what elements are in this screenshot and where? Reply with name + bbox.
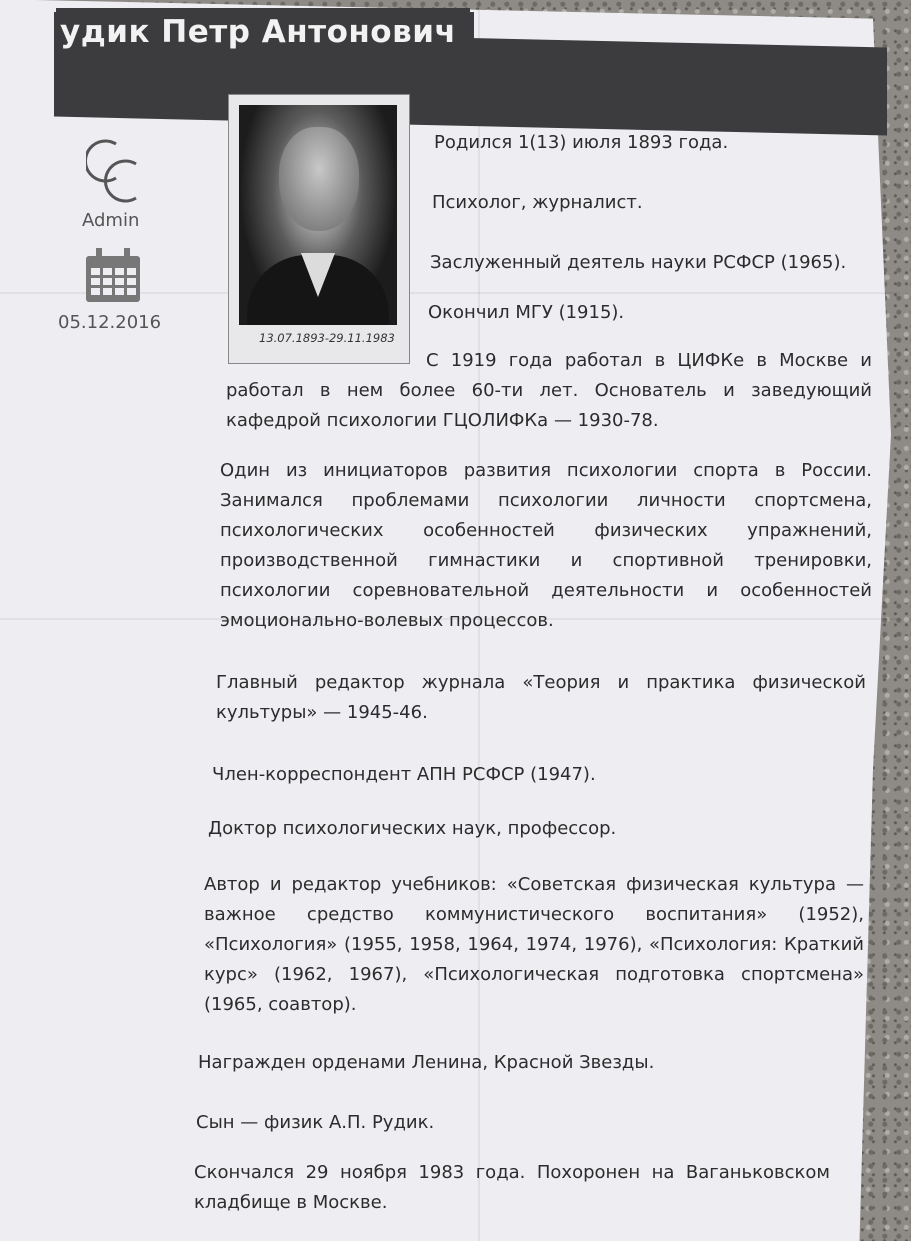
bio-paragraph: Автор и редактор учебников: «Советская физическая культура — важное средство коммунистического воспитания» (1952), «Психология» (1955, 1958, 1964, 1974, 1976), «Психология: Краткий курс» (1962, 1967), «Психологическая подготовка спортсмена» (1965, соавтор). [204,874,864,1015]
bio-paragraph: Сын — физик А.П. Рудик. [196,1112,435,1133]
bio-paragraph: Главный редактор журнала «Теория и практика физической культуры» — 1945-46. [216,672,866,723]
author-label: Admin [82,210,140,231]
bio-paragraph: Скончался 29 ноября 1983 года. Похоронен на Ваганьковском кладбище в Москве. [194,1162,830,1213]
bio-paragraph: Заслуженный деятель науки РСФСР (1965). [430,252,847,273]
portrait-caption: 13.07.1893-29.11.1983 [259,331,395,345]
site-logo-icon [86,138,148,204]
portrait-photo [239,105,397,325]
bio-paragraph: Один из инициаторов развития психологии спорта в России. Занимался проблемами психологии личности спортсмена, психологических особенностей физических упражнений, производственной гимнастики и спортивной тренировки, психологии соревновательной деятельности и особенностей эмоционально-волевых процессов. [220,460,872,631]
bio-paragraph: С 1919 года работал в ЦИФКе в Москве и работал в нем более 60-ти лет. Основатель и заведующий кафедрой психологии ГЦОЛИФКа — 1930-78. [226,350,872,431]
bio-paragraph: Член-корреспондент АПН РСФСР (1947). [212,764,596,785]
calendar-icon [84,248,142,304]
bio-paragraph: Награжден орденами Ленина, Красной Звезды. [198,1052,655,1073]
portrait-frame [228,94,410,364]
bio-paragraph: Окончил МГУ (1915). [428,302,625,323]
bio-paragraph: Психолог, журналист. [432,192,643,213]
bio-paragraph: Доктор психологических наук, профессор. [208,818,617,839]
bio-paragraph: Родился 1(13) июля 1893 года. [434,132,729,153]
post-date: 05.12.2016 [58,312,162,333]
page-title: удик Петр Антонович [56,8,470,56]
